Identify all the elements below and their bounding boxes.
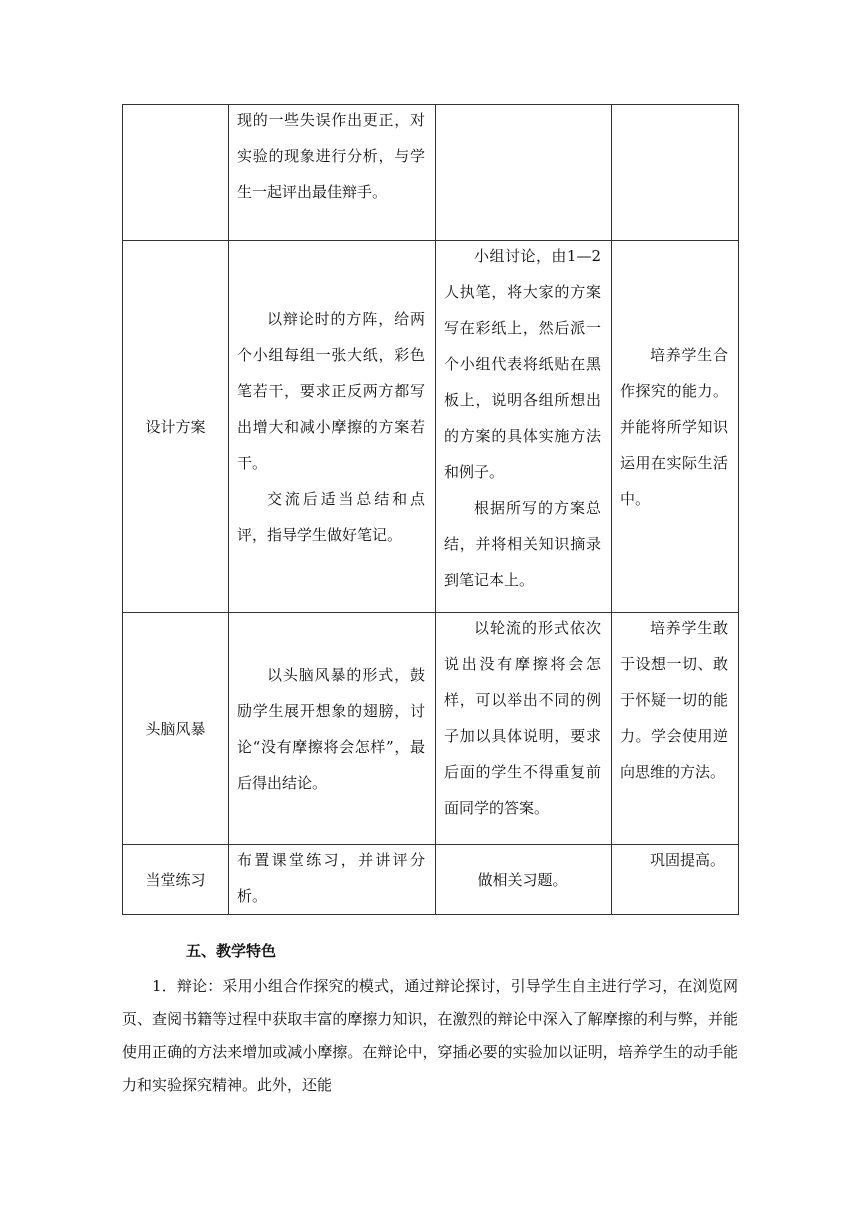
stage-label: 头脑风暴 (145, 720, 206, 738)
lesson-plan-table (122, 104, 739, 915)
design-intent-cell (612, 845, 739, 915)
design-intent-cell (612, 613, 739, 845)
table-row (123, 241, 739, 613)
student-activity-text: 以轮流的形式依次说出没有摩擦将会怎样，可以举出不同的例子加以具体说明，要求后面的学生不得重复前面同学的答案。 (444, 619, 601, 817)
student-activity-text: 根据所写的方案总结，并将相关知识摘录到笔记本上。 (444, 499, 601, 589)
teacher-activity-cell (229, 241, 436, 613)
design-intent-cell (612, 241, 739, 613)
stage-cell (123, 105, 229, 241)
teacher-activity-text: 现的一些失误作出更正，对实验的现象进行分析，与学生一起评出最佳辩手。 (237, 111, 425, 201)
design-intent-text: 培养学生敢于设想一切、敢于怀疑一切的能力。学会使用逆向思维的方法。 (620, 619, 728, 781)
section-heading: 五、教学特色 (186, 942, 277, 960)
design-intent-text: 培养学生合作探究的能力。并能将所学知识运用在实际生活中。 (620, 345, 728, 508)
student-activity-cell (436, 845, 612, 915)
item-number: 1． (152, 977, 177, 995)
table-row (123, 613, 739, 845)
teacher-activity-text: 布置课堂练习，并讲评分析。 (237, 851, 425, 905)
design-intent-cell (612, 105, 739, 241)
stage-label: 设计方案 (145, 418, 206, 436)
teacher-activity-text: 以头脑风暴的形式，鼓励学生展开想象的翅膀，讨论“没有摩擦将会怎样”，最后得出结论。 (237, 665, 425, 792)
table-row (123, 105, 739, 241)
teacher-activity-text: 以辩论时的方阵，给两个小组每组一张大纸，彩色笔若干，要求正反两方都写出增大和减小摩擦的方案若干。 (237, 309, 425, 472)
teacher-activity-cell (229, 845, 436, 915)
stage-cell (123, 845, 229, 915)
student-activity-cell (436, 241, 612, 613)
student-activity-text: 小组讨论，由1—2人执笔，将大家的方案写在彩纸上，然后派一个小组代表将纸贴在黑板上，说明各组所想出的方案的具体实施方法和例子。 (444, 247, 601, 481)
stage-cell (123, 613, 229, 845)
student-activity-text: 做相关习题。 (477, 870, 568, 889)
section-paragraph (122, 970, 738, 1102)
teacher-activity-cell (229, 105, 436, 241)
stage-cell (123, 241, 229, 613)
stage-label: 当堂练习 (145, 871, 206, 889)
student-activity-cell (436, 105, 612, 241)
design-intent-text: 巩固提高。 (650, 851, 726, 869)
table-row (123, 845, 739, 915)
student-activity-cell (436, 613, 612, 845)
teacher-activity-text: 交流后适当总结和点评，指导学生做好笔记。 (237, 489, 425, 544)
item-text: 辩论：采用小组合作探究的模式，通过辩论探讨，引导学生自主进行学习，在浏览网页、查阅书籍等过程中获取丰富的摩擦力知识，在激烈的辩论中深入了解摩擦的利与弊，并能使用正确的方法来增加或减小摩擦。在辩论中，穿插必要的实验加以证明，培养学生的动手能力和实验探究精神。此外，还能 (122, 977, 738, 1094)
teacher-activity-cell (229, 613, 436, 845)
